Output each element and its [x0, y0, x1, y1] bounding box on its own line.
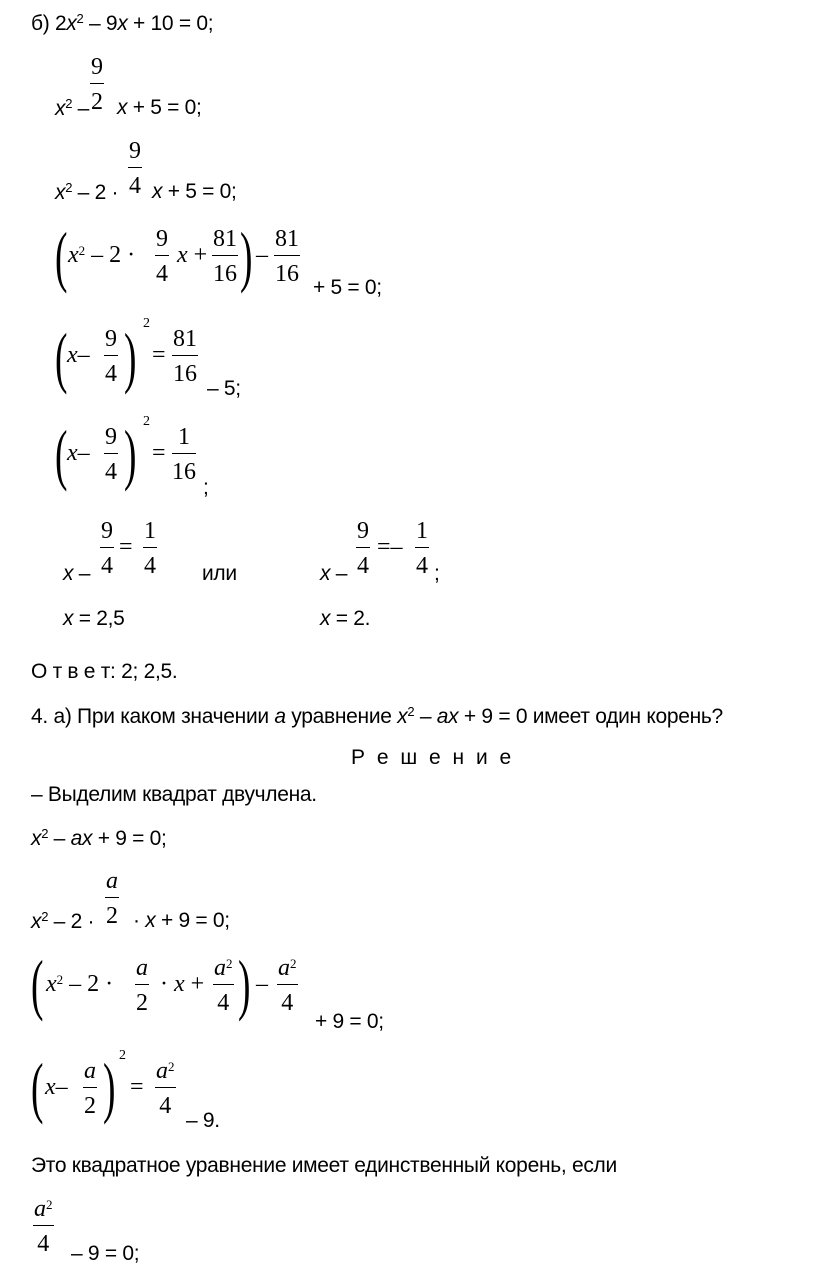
left-paren: (	[31, 946, 44, 1022]
paragraph: Это квадратное уравнение имеет единственный корень, если	[31, 1154, 617, 1177]
text: =	[152, 440, 166, 466]
denominator: 4	[129, 173, 141, 199]
text: – 5;	[207, 377, 241, 400]
fraction-9-4: 9 4	[156, 226, 168, 287]
fraction-81-16: 81 16	[173, 326, 197, 387]
fraction-a-2: a 2	[84, 1058, 96, 1119]
fraction-1-16: 1 16	[172, 424, 196, 485]
text: – 9	[83, 12, 118, 35]
text: · x +	[160, 971, 205, 997]
step-text: – Выделим квадрат двучлена.	[31, 783, 317, 806]
fraction-9-4: 9 4	[105, 424, 117, 485]
text: $x^2 - 2$ ·	[46, 971, 114, 997]
equation-line-4: $x^2 - 2$ ·	[68, 242, 136, 268]
text: =	[152, 342, 166, 368]
solution-heading: Р е ш е н и е	[351, 746, 515, 769]
fraction-a2-4: $a^2$ 4	[34, 1196, 53, 1257]
text: + 10 = 0;	[127, 12, 214, 35]
fraction-a-2: a 2	[136, 955, 148, 1016]
text: x–	[45, 1074, 68, 1100]
fraction-a2-4: $a^2$ 4	[214, 955, 233, 1016]
numerator: 9	[129, 138, 141, 164]
text: – 2 ·	[91, 242, 136, 268]
fraction-1-4: 1 4	[144, 518, 156, 579]
text: =	[130, 1074, 144, 1100]
right-paren: )	[238, 946, 251, 1022]
text: или	[202, 562, 237, 585]
fraction-9-4: 9 4	[101, 518, 113, 579]
right-paren: )	[124, 416, 137, 492]
fraction-1-4: 1 4	[416, 518, 428, 579]
left-paren: (	[55, 416, 68, 492]
answer	[31, 661, 177, 682]
equation-line-2: $x^2$ –	[55, 96, 90, 120]
exponent: 2	[76, 11, 84, 26]
text: x –	[63, 562, 91, 585]
text: ;	[434, 562, 440, 585]
fraction-a2-4: $a^2$ 4	[278, 955, 297, 1016]
answer-label: О т в е т:	[31, 660, 116, 683]
text: – 2 ·	[72, 181, 119, 204]
fraction-a2-4: $a^2$ 4	[156, 1058, 175, 1119]
text: =	[119, 534, 133, 560]
var-x: x	[117, 12, 128, 35]
text: + 5 = 0;	[127, 96, 202, 119]
text: + 5 = 0;	[313, 276, 382, 299]
text: –	[256, 971, 268, 997]
problem-title: 4. а) При каком значении a уравнение $x^2$ – ax + 9 = 0 имеет один корень?	[31, 704, 723, 728]
solution-right: x = 2.	[320, 607, 371, 630]
text: – 9 = 0;	[71, 1242, 140, 1265]
solution-left: x = 2,5	[63, 607, 125, 630]
var-x: x	[55, 97, 66, 120]
text: · x + 9 = 0;	[133, 909, 230, 932]
text: –	[72, 97, 90, 120]
text: x–	[67, 440, 90, 466]
var-x: x	[55, 181, 66, 204]
equation-line-2-tail: x + 5 = 0;	[117, 96, 202, 119]
text: –	[256, 242, 268, 268]
answer-value: 2; 2,5.	[115, 660, 178, 683]
fraction-a-2: a 2	[106, 868, 118, 929]
exponent: 2	[143, 316, 150, 331]
text: + 9 = 0;	[315, 1010, 384, 1033]
fraction-9-2	[90, 55, 104, 114]
equation-1: $x^2$ – ax + 9 = 0;	[31, 826, 167, 850]
fraction-9-4: 9 4	[105, 326, 117, 387]
fraction-9-4: 9 4	[357, 518, 369, 579]
exponent: 2	[143, 414, 150, 429]
text: x –	[320, 562, 348, 585]
var-x: x	[68, 242, 79, 268]
var-x: x	[66, 12, 77, 35]
left-paren: (	[31, 1049, 44, 1125]
fraction-9-4	[128, 139, 142, 198]
text: x–	[67, 342, 90, 368]
text: – 9.	[186, 1109, 220, 1132]
fraction-81-16: 81 16	[213, 226, 237, 287]
left-paren: (	[55, 218, 68, 294]
left-paren: (	[55, 319, 68, 395]
text: б) 2	[31, 12, 67, 35]
numerator: 9	[91, 54, 103, 80]
text: + 5 = 0;	[162, 180, 237, 203]
exponent: 2	[119, 1048, 126, 1063]
text: x +	[177, 242, 208, 268]
fraction-81-16: 81 16	[275, 226, 299, 287]
equation-line-3-tail: x + 5 = 0;	[152, 180, 237, 203]
equation-line-1	[31, 12, 213, 34]
right-paren: )	[240, 218, 253, 294]
denominator: 2	[91, 89, 103, 115]
right-paren: )	[103, 1049, 116, 1125]
text: ;	[203, 476, 209, 499]
equation-line-3: $x^2 - 2$ ·	[55, 180, 119, 204]
equation-2: $x^2 - 2$ ·	[31, 909, 95, 933]
text: =–	[377, 534, 403, 560]
right-paren: )	[124, 319, 137, 395]
